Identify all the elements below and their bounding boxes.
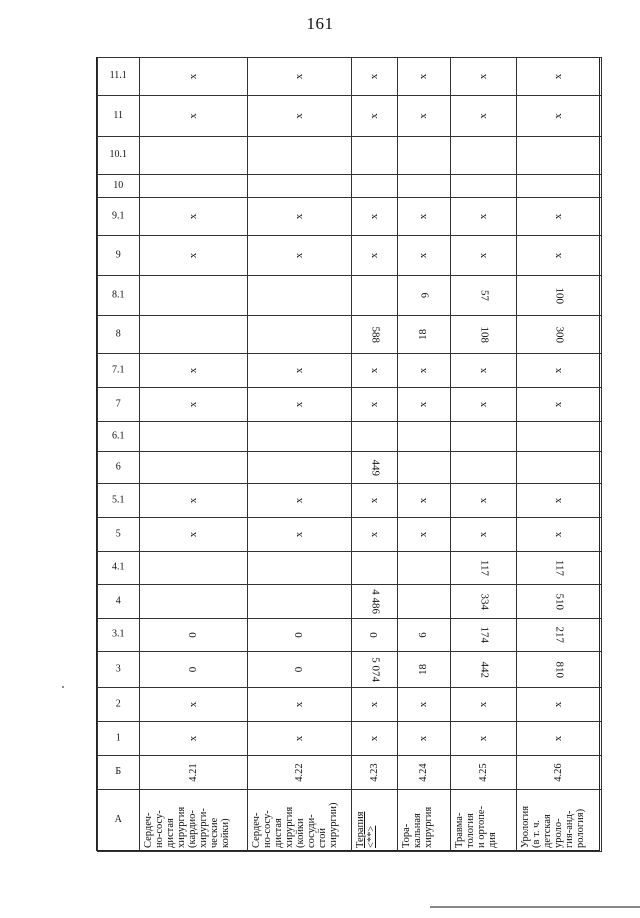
- cell-value: х: [367, 735, 380, 742]
- table-cell: [451, 619, 517, 652]
- column-header-label: 10: [113, 179, 124, 191]
- cell-value: х: [367, 401, 380, 408]
- cell-value: х: [186, 213, 199, 220]
- column-header-label: 1: [116, 732, 121, 744]
- cell-value: х: [552, 367, 565, 374]
- table-cell: [517, 175, 602, 198]
- table-cell: [451, 316, 517, 354]
- cell-value: 117: [553, 559, 566, 577]
- cell-value: х: [292, 113, 305, 119]
- cell-value: х: [292, 531, 305, 538]
- table-cell: [352, 518, 398, 552]
- cell-value: х: [552, 252, 565, 259]
- table-cell: [248, 96, 352, 137]
- table-cell: [517, 422, 602, 452]
- table-cell: [248, 198, 352, 236]
- table-cell: [352, 354, 398, 388]
- cell-value: х: [292, 735, 305, 742]
- row-name: Тора- кальная хирургия: [398, 790, 451, 852]
- column-header-label: 5: [116, 528, 121, 540]
- cell-value: 0: [186, 632, 199, 638]
- cell-value: х: [552, 73, 565, 80]
- table-cell: [398, 236, 451, 276]
- table-cell: [517, 198, 602, 236]
- table-cell: [398, 58, 451, 96]
- cell-value: х: [367, 73, 380, 80]
- column-header: [98, 388, 140, 422]
- table-cell: [248, 422, 352, 452]
- table-cell: [248, 688, 352, 722]
- table-cell: [451, 452, 517, 484]
- cell-value: 57: [478, 290, 491, 301]
- cell-value: х: [552, 401, 565, 408]
- table-cell: [517, 518, 602, 552]
- table-cell: [517, 354, 602, 388]
- table-cell: [248, 236, 352, 276]
- table-cell: [140, 484, 248, 518]
- table-cell: [451, 58, 517, 96]
- table-cell: [398, 422, 451, 452]
- cell-value: х: [292, 213, 305, 220]
- table-cell: [248, 354, 352, 388]
- column-header: [98, 518, 140, 552]
- row-code: 4.26: [517, 756, 602, 790]
- column-header-label: 11.1: [109, 70, 128, 82]
- table-cell: [248, 276, 352, 316]
- table-cell: [451, 484, 517, 518]
- cell-value: 18: [417, 329, 430, 340]
- column-header-label: 9.1: [112, 210, 125, 222]
- table-cell: [248, 585, 352, 619]
- column-header-label: 11: [113, 109, 124, 121]
- cell-value: х: [292, 73, 305, 80]
- table-row: [398, 58, 451, 852]
- column-header: [98, 552, 140, 585]
- column-header: [98, 175, 140, 198]
- cell-value: 0: [186, 666, 199, 673]
- table-cell: [140, 518, 248, 552]
- table-cell: [398, 137, 451, 175]
- table-cell: [140, 652, 248, 688]
- cell-value: х: [186, 497, 199, 504]
- table-cell: [140, 722, 248, 756]
- row-name: Терапия <**>: [352, 790, 398, 852]
- table-cell: [140, 585, 248, 619]
- cell-value: 0: [367, 632, 380, 638]
- table-cell: [451, 388, 517, 422]
- column-header-label: 5.1: [112, 494, 125, 506]
- cell-value: 6: [418, 292, 431, 299]
- table-cell: [398, 452, 451, 484]
- cell-value: х: [367, 497, 380, 504]
- table-cell: [140, 276, 248, 316]
- table-cell: [352, 484, 398, 518]
- cell-value: х: [292, 401, 305, 408]
- column-header: [98, 236, 140, 276]
- table-cell: [451, 552, 517, 585]
- cell-value: х: [552, 735, 565, 742]
- table-cell: [517, 388, 602, 422]
- cell-value: 5 074: [369, 657, 382, 682]
- cell-value: х: [552, 497, 565, 504]
- cell-value: 18: [417, 664, 430, 675]
- cell-value: х: [292, 701, 305, 708]
- row-code: 4.21: [140, 756, 248, 790]
- table-cell: [451, 722, 517, 756]
- row-name: Урология (в т. ч. детская уроло- гия-анд- рология): [517, 790, 602, 852]
- table-cell: [140, 452, 248, 484]
- column-header: [98, 484, 140, 518]
- column-header: [98, 790, 140, 852]
- column-header: [98, 688, 140, 722]
- cell-value: х: [417, 531, 430, 538]
- column-header-label: А: [114, 814, 123, 826]
- table-cell: [398, 722, 451, 756]
- cell-value: х: [476, 73, 489, 80]
- table-cell: [517, 452, 602, 484]
- table-cell: [517, 619, 602, 652]
- cell-value: х: [417, 701, 430, 708]
- table-cell: [398, 652, 451, 688]
- table-cell: [398, 354, 451, 388]
- table-cell: [352, 722, 398, 756]
- column-header-label: 3: [116, 663, 121, 675]
- column-header: [98, 276, 140, 316]
- cell-value: х: [292, 497, 305, 504]
- table-cell: [451, 354, 517, 388]
- table-cell: [398, 96, 451, 137]
- cell-value: х: [476, 735, 489, 742]
- cell-value: 0: [292, 632, 305, 638]
- column-header: [98, 58, 140, 96]
- cell-value: х: [186, 252, 199, 259]
- table-cell: [140, 236, 248, 276]
- table-cell: [451, 518, 517, 552]
- table-cell: [451, 137, 517, 175]
- row-code: 4.25: [451, 756, 517, 790]
- row-name: Травма- тология и ортопе- дия: [451, 790, 517, 852]
- table-cell: [352, 316, 398, 354]
- table-cell: [352, 619, 398, 652]
- row-name: Сердеч- но-сосу- дистая хирургия (кардио- хирурги- ческие койки): [140, 790, 248, 852]
- table-cell: [517, 316, 602, 354]
- page-number: 161: [306, 14, 334, 33]
- table-cell: [352, 175, 398, 198]
- table-cell: [451, 198, 517, 236]
- cell-value: х: [186, 531, 199, 538]
- cell-value: х: [476, 213, 489, 220]
- table-cell: [517, 58, 602, 96]
- cell-value: 117: [478, 559, 491, 577]
- column-header: [98, 422, 140, 452]
- table-cell: [140, 688, 248, 722]
- column-header-label: 7.1: [112, 364, 125, 376]
- table-cell: [140, 96, 248, 137]
- table-cell: [140, 316, 248, 354]
- cell-value: х: [367, 213, 380, 220]
- table-cell: [398, 198, 451, 236]
- cell-value: х: [552, 701, 565, 708]
- column-header-label: 9: [116, 249, 121, 261]
- cell-value: х: [417, 735, 430, 742]
- cell-value: х: [417, 113, 430, 119]
- table-cell: [352, 276, 398, 316]
- table-cell: [451, 585, 517, 619]
- column-header-label: 4.1: [112, 561, 125, 573]
- table-row: [248, 58, 352, 852]
- table-row: [517, 58, 602, 852]
- column-header-label: 2: [116, 698, 121, 710]
- table-cell: [140, 354, 248, 388]
- table-row: [140, 58, 248, 852]
- column-header: [98, 354, 140, 388]
- cell-value: 0: [292, 666, 305, 673]
- cell-value: х: [476, 497, 489, 504]
- table-cell: [352, 688, 398, 722]
- table-cell: [517, 96, 602, 137]
- table-row: [352, 58, 398, 852]
- table-cell: [248, 452, 352, 484]
- table-cell: [352, 388, 398, 422]
- column-header: [98, 316, 140, 354]
- column-header: [98, 96, 140, 137]
- stats-table: [97, 57, 602, 852]
- column-header: [98, 198, 140, 236]
- table-cell: [451, 96, 517, 137]
- cell-value: 174: [478, 626, 491, 644]
- cell-value: х: [552, 213, 565, 220]
- table-cell: [517, 552, 602, 585]
- cell-value: 6: [417, 632, 430, 638]
- rotated-table-content: [97, 58, 601, 852]
- table-cell: [517, 484, 602, 518]
- column-header: [98, 137, 140, 175]
- table-cell: [140, 552, 248, 585]
- cell-value: х: [367, 113, 380, 119]
- column-header: [98, 722, 140, 756]
- column-header-label: 6.1: [112, 430, 125, 442]
- column-header-label: Б: [115, 766, 122, 778]
- table-cell: [140, 137, 248, 175]
- column-header-label: 3.1: [112, 628, 125, 640]
- table-cell: [248, 175, 352, 198]
- table-cell: [248, 388, 352, 422]
- column-header-label: 8.1: [112, 289, 125, 301]
- table-cell: [248, 484, 352, 518]
- table-cell: [517, 722, 602, 756]
- table-cell: [248, 619, 352, 652]
- cell-value: х: [367, 367, 380, 374]
- column-header: [98, 619, 140, 652]
- column-header: [98, 452, 140, 484]
- table-cell: [248, 552, 352, 585]
- cell-value: 449: [369, 459, 382, 476]
- cell-value: 810: [553, 661, 566, 678]
- table-cell: [248, 58, 352, 96]
- table-cell: [248, 316, 352, 354]
- row-code: 4.22: [248, 756, 352, 790]
- column-header: [98, 585, 140, 619]
- table-cell: [517, 585, 602, 619]
- table-cell: [352, 452, 398, 484]
- table-cell: [140, 198, 248, 236]
- cell-value: х: [476, 701, 489, 708]
- table-cell: [451, 175, 517, 198]
- cell-value: 588: [369, 326, 382, 343]
- row-name: Сердеч- но-сосу- дистая хирургия (койки сосуди- стой хирургии): [248, 790, 352, 852]
- table-cell: [248, 722, 352, 756]
- table-cell: [451, 236, 517, 276]
- table-cell: [517, 236, 602, 276]
- table-cell: [248, 652, 352, 688]
- cell-value: 108: [478, 326, 491, 343]
- table-cell: [451, 276, 517, 316]
- table-cell: [398, 688, 451, 722]
- table-cell: [451, 688, 517, 722]
- table-cell: [352, 236, 398, 276]
- table-cell: [352, 137, 398, 175]
- cell-value: 300: [553, 326, 566, 343]
- column-header-label: 4: [116, 595, 121, 607]
- cell-value: 334: [478, 593, 491, 610]
- column-header-label: 10.1: [109, 149, 128, 161]
- cell-value: х: [367, 701, 380, 708]
- cell-value: х: [186, 701, 199, 708]
- cell-value: 442: [478, 661, 491, 678]
- cell-value: 510: [553, 593, 566, 610]
- table-cell: [140, 58, 248, 96]
- table-cell: [248, 137, 352, 175]
- table-cell: [352, 552, 398, 585]
- cell-value: х: [552, 113, 565, 119]
- cell-value: х: [476, 401, 489, 408]
- table-cell: [398, 518, 451, 552]
- cell-value: х: [476, 113, 489, 119]
- cell-value: х: [367, 252, 380, 259]
- cell-value: х: [417, 213, 430, 220]
- table-cell: [517, 652, 602, 688]
- table-cell: [398, 175, 451, 198]
- table-cell: [140, 388, 248, 422]
- table-cell: [398, 484, 451, 518]
- bottom-rule: [430, 906, 640, 908]
- column-header: [98, 756, 140, 790]
- cell-value: 100: [553, 287, 566, 304]
- table-cell: [517, 276, 602, 316]
- table-cell: [352, 198, 398, 236]
- cell-value: х: [552, 531, 565, 538]
- cell-value: х: [186, 367, 199, 374]
- cell-value: х: [186, 401, 199, 408]
- column-header: [98, 652, 140, 688]
- table-cell: [140, 619, 248, 652]
- table-cell: [398, 585, 451, 619]
- row-code: 4.23: [352, 756, 398, 790]
- cell-value: 4 486: [369, 589, 382, 614]
- row-code: 4.24: [398, 756, 451, 790]
- table-cell: [352, 58, 398, 96]
- cell-value: х: [476, 252, 489, 259]
- cell-value: х: [417, 252, 430, 259]
- table-cell: [398, 316, 451, 354]
- cell-value: х: [367, 531, 380, 538]
- table-cell: [352, 96, 398, 137]
- cell-value: х: [186, 113, 199, 119]
- cell-value: 217: [553, 626, 566, 644]
- table-cell: [248, 518, 352, 552]
- cell-value: х: [292, 252, 305, 259]
- table-cell: [517, 688, 602, 722]
- table-row: [451, 58, 517, 852]
- table-cell: [398, 619, 451, 652]
- table-cell: [352, 652, 398, 688]
- cell-value: х: [417, 367, 430, 374]
- table-cell: [398, 388, 451, 422]
- table-cell: [517, 137, 602, 175]
- cell-value: х: [476, 367, 489, 374]
- table-cell: [451, 652, 517, 688]
- table-cell: [398, 552, 451, 585]
- cell-value: х: [417, 497, 430, 504]
- cell-value: х: [417, 73, 430, 80]
- cell-value: х: [186, 735, 199, 742]
- table-cell: [140, 175, 248, 198]
- table-cell: [352, 422, 398, 452]
- column-header-label: 6: [116, 461, 121, 473]
- column-header-label: 7: [116, 398, 121, 410]
- rotated-table-frame: [96, 57, 600, 851]
- cell-value: х: [186, 73, 199, 80]
- table-cell: [140, 422, 248, 452]
- cell-value: х: [476, 531, 489, 538]
- header-row: [98, 58, 140, 852]
- table-cell: [398, 276, 451, 316]
- scan-speck: [62, 686, 64, 688]
- table-cell: [352, 585, 398, 619]
- cell-value: х: [292, 367, 305, 374]
- cell-value: х: [417, 401, 430, 408]
- table-cell: [451, 422, 517, 452]
- column-header-label: 8: [116, 328, 121, 340]
